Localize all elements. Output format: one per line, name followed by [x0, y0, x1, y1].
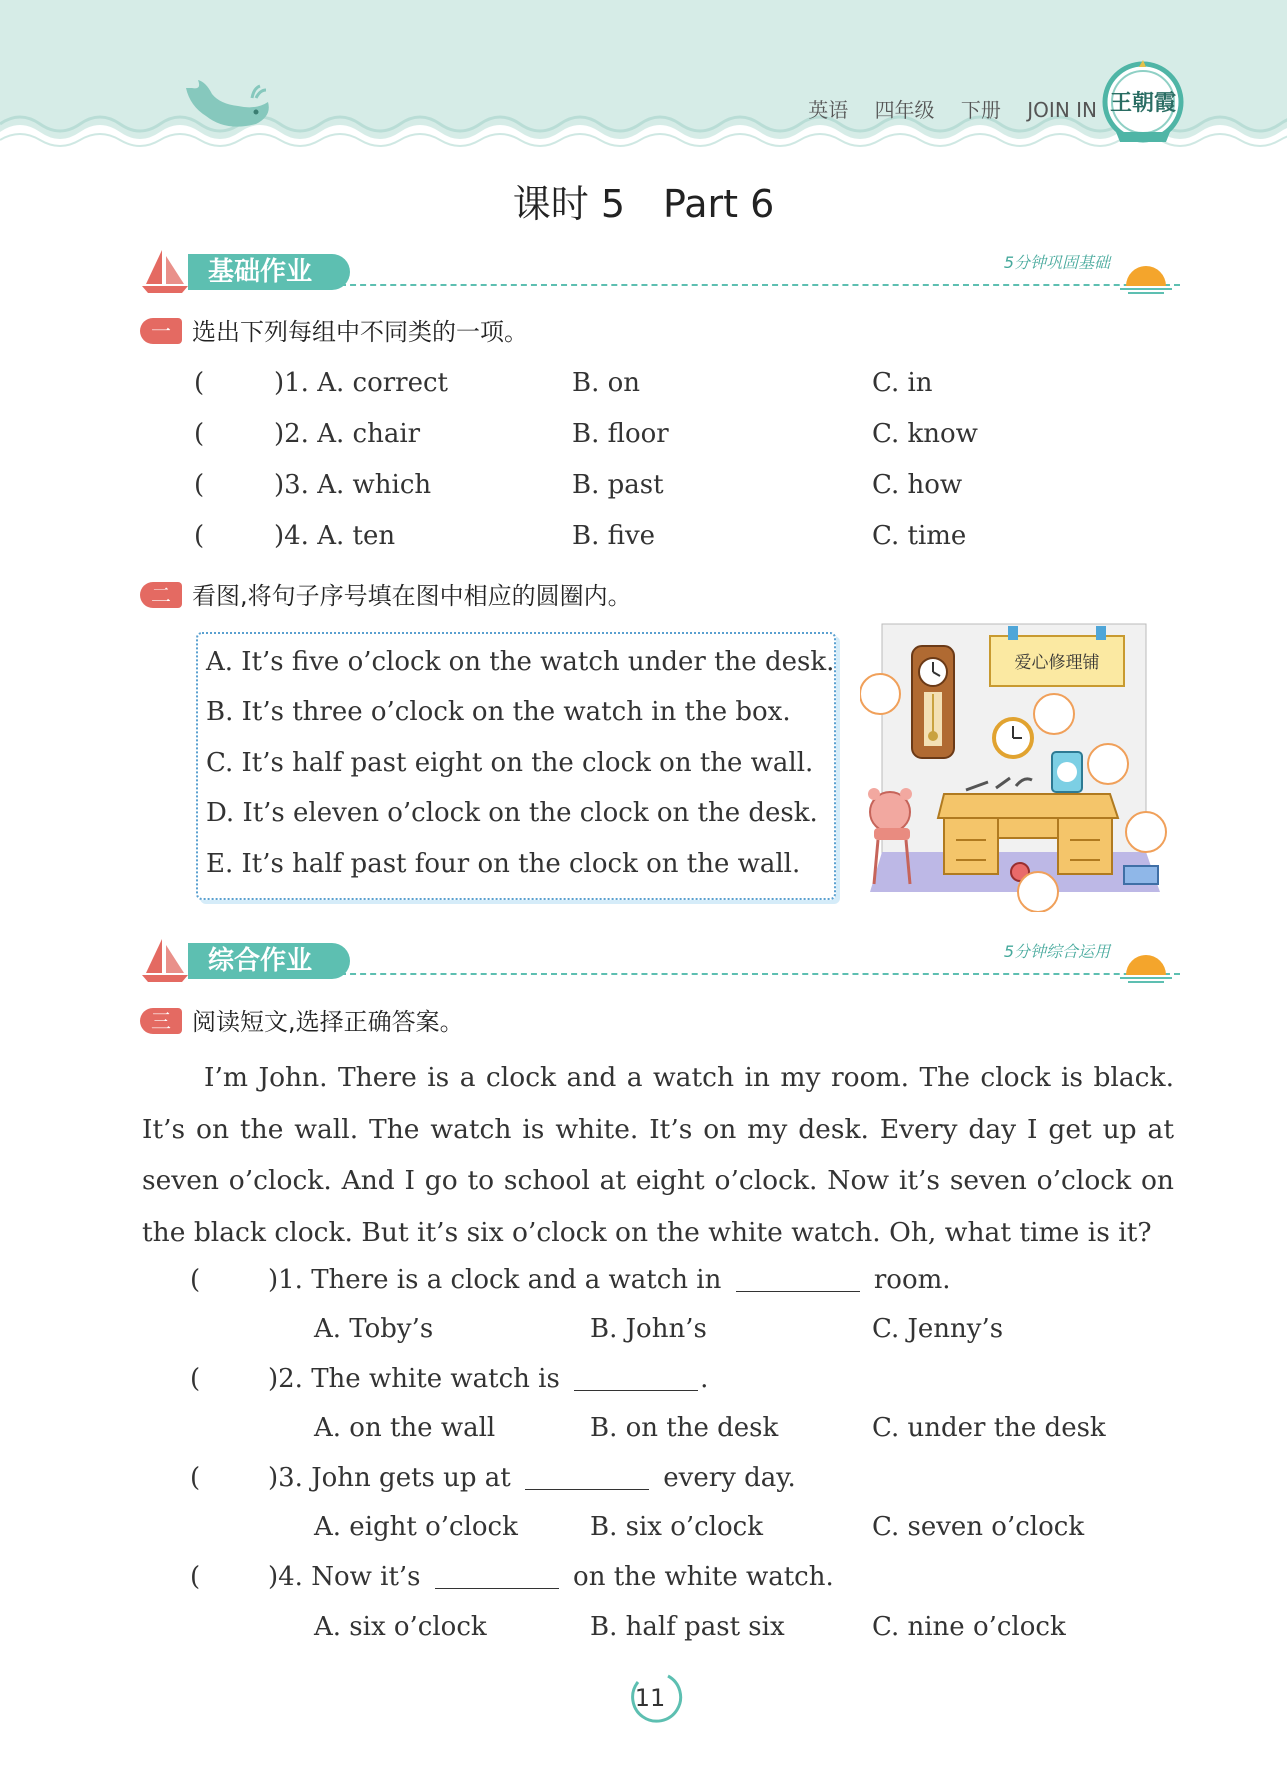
- logo-text: 王朝霞: [1109, 90, 1176, 116]
- section-banner-comprehensive: [140, 931, 1180, 991]
- question-stem-end: .: [700, 1364, 709, 1394]
- fill-blank[interactable]: [435, 1560, 559, 1589]
- sentence-d: D. It’s eleven o’clock on the clock on the desk.: [206, 798, 818, 828]
- q3-3-option-a: A. eight o’clock: [314, 1512, 518, 1542]
- answer-blank[interactable]: (: [190, 1463, 201, 1493]
- q3-3-option-b: B. six o’clock: [590, 1512, 763, 1542]
- page-title: 课时 5 Part 6: [512, 182, 775, 226]
- answer-blank[interactable]: (: [194, 521, 205, 551]
- sentence-a: A. It’s five o’clock on the watch under the desk.: [206, 647, 835, 677]
- q1-item-2-c: C. know: [872, 419, 978, 449]
- question-stem: )1. There is a clock and a watch in: [268, 1265, 722, 1295]
- sentence-e: E. It’s half past four on the clock on the wall.: [206, 849, 801, 879]
- sailboat-icon: [140, 935, 190, 983]
- q3-instruction: 阅读短文,选择正确答案。: [192, 1008, 464, 1036]
- q1-item-1-c: C. in: [872, 368, 933, 398]
- q1-item-2-b: B. floor: [572, 419, 669, 449]
- section-label: 基础作业: [188, 254, 350, 290]
- question-stem-end: on the white watch.: [573, 1562, 834, 1592]
- passage-text: I’m John. There is a clock and a watch in my room. The clock is black. It’s on the wall. The watch is white. It’s on my desk. Every day I get up at seven o’clock. And I go to school at eight o’clock. Now it’s seven o’clock on the black clock. But it’s six o’clock on the white watch. Oh, what time is it?: [142, 1062, 1174, 1248]
- page-number: 11: [634, 1684, 666, 1712]
- divider: [340, 284, 1180, 286]
- whale-icon: [176, 76, 276, 136]
- q1-item-3-b: B. past: [572, 470, 664, 500]
- q1-number: 一: [140, 318, 182, 344]
- answer-blank[interactable]: (: [194, 419, 205, 449]
- section-note: 5分钟巩固基础: [1003, 253, 1110, 272]
- q2-instruction: 看图,将句子序号填在图中相应的圆圈内。: [192, 582, 632, 610]
- q3-1-option-c: C. Jenny’s: [872, 1314, 1004, 1344]
- repair-shop-sign: 爱心修理铺: [1014, 653, 1100, 673]
- q3-4-option-b: B. half past six: [590, 1612, 785, 1642]
- question-stem: )2. The white watch is: [268, 1364, 560, 1394]
- q3-1-option-b: B. John’s: [590, 1314, 707, 1344]
- q1-instruction: 选出下列每组中不同类的一项。: [192, 318, 528, 346]
- answer-blank[interactable]: (: [190, 1364, 201, 1394]
- sunset-icon: [1116, 256, 1176, 296]
- brand-logo: [1102, 58, 1184, 148]
- q3-2-option-a: A. on the wall: [314, 1413, 496, 1443]
- q1-item-4-b: B. five: [572, 521, 656, 551]
- q2-number: 二: [140, 582, 182, 608]
- q1-item-3-c: C. how: [872, 470, 963, 500]
- header-info: [788, 94, 1097, 123]
- fill-blank[interactable]: [574, 1362, 698, 1391]
- answer-blank[interactable]: (: [194, 470, 205, 500]
- section-banner-basic: [140, 242, 1180, 302]
- question-stem-end: room.: [873, 1265, 951, 1295]
- q1-item-3-a: )3. A. which: [274, 470, 432, 500]
- q1-item-2-a: )2. A. chair: [274, 419, 421, 449]
- q1-item-1-b: B. on: [572, 368, 641, 398]
- question-stem: )4. Now it’s: [268, 1562, 421, 1592]
- answer-blank[interactable]: (: [190, 1265, 201, 1295]
- header-subject: 英语: [808, 98, 849, 122]
- answer-blank[interactable]: (: [194, 368, 205, 398]
- sunset-icon: [1116, 945, 1176, 985]
- q3-heading: [140, 1006, 464, 1038]
- sentence-c: C. It’s half past eight on the clock on the wall.: [206, 748, 814, 778]
- q3-3-option-c: C. seven o’clock: [872, 1512, 1085, 1542]
- q3-2-option-b: B. on the desk: [590, 1413, 779, 1443]
- fill-blank[interactable]: [525, 1461, 649, 1490]
- header-grade: 四年级: [874, 98, 935, 122]
- sailboat-icon: [140, 246, 190, 294]
- reading-passage: [142, 1052, 1174, 1258]
- section-note: 5分钟综合运用: [1003, 942, 1110, 961]
- q1-item-4-c: C. time: [872, 521, 967, 551]
- header-volume: 下册: [960, 98, 1001, 122]
- sentence-b: B. It’s three o’clock on the watch in the box.: [206, 697, 791, 727]
- q3-1-option-a: A. Toby’s: [314, 1314, 434, 1344]
- q3-2-option-c: C. under the desk: [872, 1413, 1106, 1443]
- header-series: JOIN IN: [1027, 98, 1097, 122]
- section-label: 综合作业: [188, 943, 350, 979]
- q3-question-1: [268, 1262, 951, 1298]
- divider: [340, 973, 1180, 975]
- q3-question-4: [268, 1559, 834, 1595]
- q1-heading: [140, 316, 528, 348]
- question-stem: )3. John gets up at: [268, 1463, 511, 1493]
- q1-item-4-a: )4. A. ten: [274, 521, 396, 551]
- header-band: [0, 0, 1287, 150]
- answer-blank[interactable]: (: [190, 1562, 201, 1592]
- fill-blank[interactable]: [736, 1263, 860, 1292]
- q3-question-2: [268, 1361, 708, 1397]
- q3-4-option-a: A. six o’clock: [314, 1612, 487, 1642]
- q1-item-1-a: )1. A. correct: [274, 368, 448, 398]
- q2-heading: [140, 580, 632, 612]
- q3-question-3: [268, 1460, 796, 1496]
- q3-4-option-c: C. nine o’clock: [872, 1612, 1066, 1642]
- repair-shop-illustration: [860, 622, 1180, 912]
- q3-number: 三: [140, 1008, 182, 1034]
- question-stem-end: every day.: [663, 1463, 796, 1493]
